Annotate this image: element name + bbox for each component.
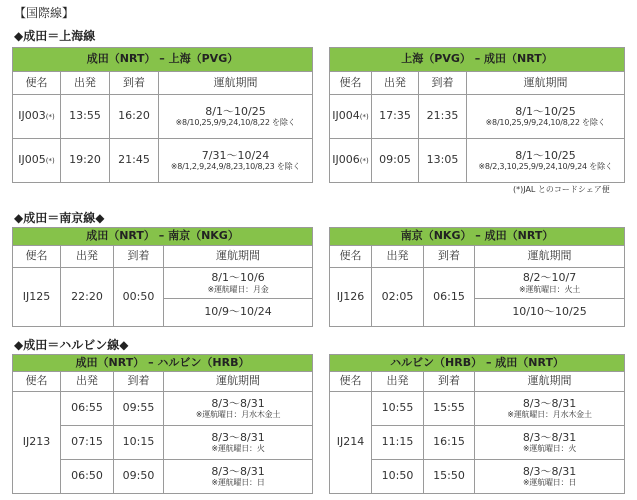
arr-cell: 10:15 [114,426,164,460]
arr-cell: 09:50 [114,460,164,494]
route-header: 南京（NKG） – 成田（NRT） [330,228,625,246]
table-row [13,95,313,139]
route-header: 成田（NRT） – 南京（NKG） [13,228,313,246]
route-header: 成田（NRT） – ハルビン（HRB） [13,355,313,372]
route-header: 成田（NRT） – 上海（PVG） [13,48,313,72]
route-header: ハルビン（HRB） – 成田（NRT） [330,355,625,372]
col-period: 運航期間 [164,246,313,268]
arr-cell: 21:35 [419,95,467,139]
arr-cell: 13:05 [419,139,467,183]
period-cell: 10/10～10/25 [475,299,625,327]
col-arr: 到着 [419,72,467,95]
col-period: 運航期間 [164,372,313,392]
dep-cell: 10:55 [372,392,424,426]
period-cell: 10/9～10/24 [164,299,313,327]
flight-number-cell: IJ213 [13,392,61,494]
dep-cell: 19:20 [61,139,110,183]
col-arr: 到着 [110,72,159,95]
flight-number-cell: IJ006(*) [330,139,372,183]
period-cell: 8/1～10/25 ※8/2,3,10,25,9/9,24,10/9,24 を除く [467,139,625,183]
period-cell: 8/2～10/7 ※運航曜日：火土 [475,268,625,299]
table-row [330,426,625,460]
table-row [330,392,625,426]
arr-cell: 16:20 [110,95,159,139]
period-cell: 8/3～8/31 ※運航曜日：日 [164,460,313,494]
section-heading-nanjing: ◆成田＝南京線◆ [14,211,105,225]
period-cell: 7/31～10/24 ※8/1,2,9,24,9/8,23,10/8,23 を除く [159,139,313,183]
col-dep: 出発 [372,72,419,95]
period-cell: 8/3～8/31 ※運航曜日：火 [475,426,625,460]
arr-cell: 09:55 [114,392,164,426]
col-period: 運航期間 [475,372,625,392]
col-dep: 出発 [61,72,110,95]
table-row [330,95,625,139]
col-flight: 便名 [330,72,372,95]
timetable-nanjing-return [329,227,625,327]
dep-cell: 09:05 [372,139,419,183]
dep-cell: 11:15 [372,426,424,460]
timetable-nanjing-outbound [12,227,313,327]
flight-number-cell: IJ125 [13,268,61,327]
section-heading-shanghai: ◆成田＝上海線 [14,29,96,43]
arr-cell: 21:45 [110,139,159,183]
table-row [13,268,313,299]
timetable-harbin-return [329,354,625,494]
period-cell: 8/1～10/25 ※8/10,25,9/9,24,10/8,22 を除く [467,95,625,139]
arr-cell: 15:55 [424,392,475,426]
col-arr: 到着 [114,246,164,268]
col-arr: 到着 [114,372,164,392]
col-period: 運航期間 [159,72,313,95]
timetable-shanghai-return [329,47,625,183]
col-period: 運航期間 [467,72,625,95]
arr-cell: 15:50 [424,460,475,494]
flight-number-cell: IJ003(*) [13,95,61,139]
col-flight: 便名 [330,246,372,268]
arr-cell: 16:15 [424,426,475,460]
col-dep: 出発 [61,372,114,392]
col-dep: 出発 [61,246,114,268]
section-heading-harbin: ◆成田＝ハルビン線◆ [14,338,129,352]
table-row [330,268,625,299]
flight-number-cell: IJ005(*) [13,139,61,183]
period-cell: 8/3～8/31 ※運航曜日：月水木金土 [475,392,625,426]
flight-number-cell: IJ214 [330,392,372,494]
col-arr: 到着 [424,246,475,268]
period-cell: 8/1～10/6 ※運航曜日：月金 [164,268,313,299]
timetable-shanghai-outbound [12,47,313,183]
timetable-harbin-outbound [12,354,313,494]
col-period: 運航期間 [475,246,625,268]
flight-number-cell: IJ004(*) [330,95,372,139]
dep-cell: 06:50 [61,460,114,494]
arr-cell: 06:15 [424,268,475,327]
col-dep: 出発 [372,372,424,392]
col-arr: 到着 [424,372,475,392]
route-header: 上海（PVG） – 成田（NRT） [330,48,625,72]
table-row [330,460,625,494]
codeshare-note: (*)JAL とのコードシェア便 [513,185,610,194]
table-row [13,139,313,183]
dep-cell: 07:15 [61,426,114,460]
col-flight: 便名 [13,72,61,95]
arr-cell: 00:50 [114,268,164,327]
col-flight: 便名 [330,372,372,392]
period-cell: 8/3～8/31 ※運航曜日：火 [164,426,313,460]
period-cell: 8/3～8/31 ※運航曜日：日 [475,460,625,494]
col-flight: 便名 [13,372,61,392]
category-label: 【国際線】 [14,6,75,20]
dep-cell: 06:55 [61,392,114,426]
period-cell: 8/1～10/25 ※8/10,25,9/9,24,10/8,22 を除く [159,95,313,139]
dep-cell: 22:20 [61,268,114,327]
dep-cell: 17:35 [372,95,419,139]
period-cell: 8/3～8/31 ※運航曜日：月水木金土 [164,392,313,426]
dep-cell: 02:05 [372,268,424,327]
table-row [330,139,625,183]
table-row [13,392,313,426]
dep-cell: 10:50 [372,460,424,494]
col-dep: 出発 [372,246,424,268]
flight-number-cell: IJ126 [330,268,372,327]
col-flight: 便名 [13,246,61,268]
dep-cell: 13:55 [61,95,110,139]
